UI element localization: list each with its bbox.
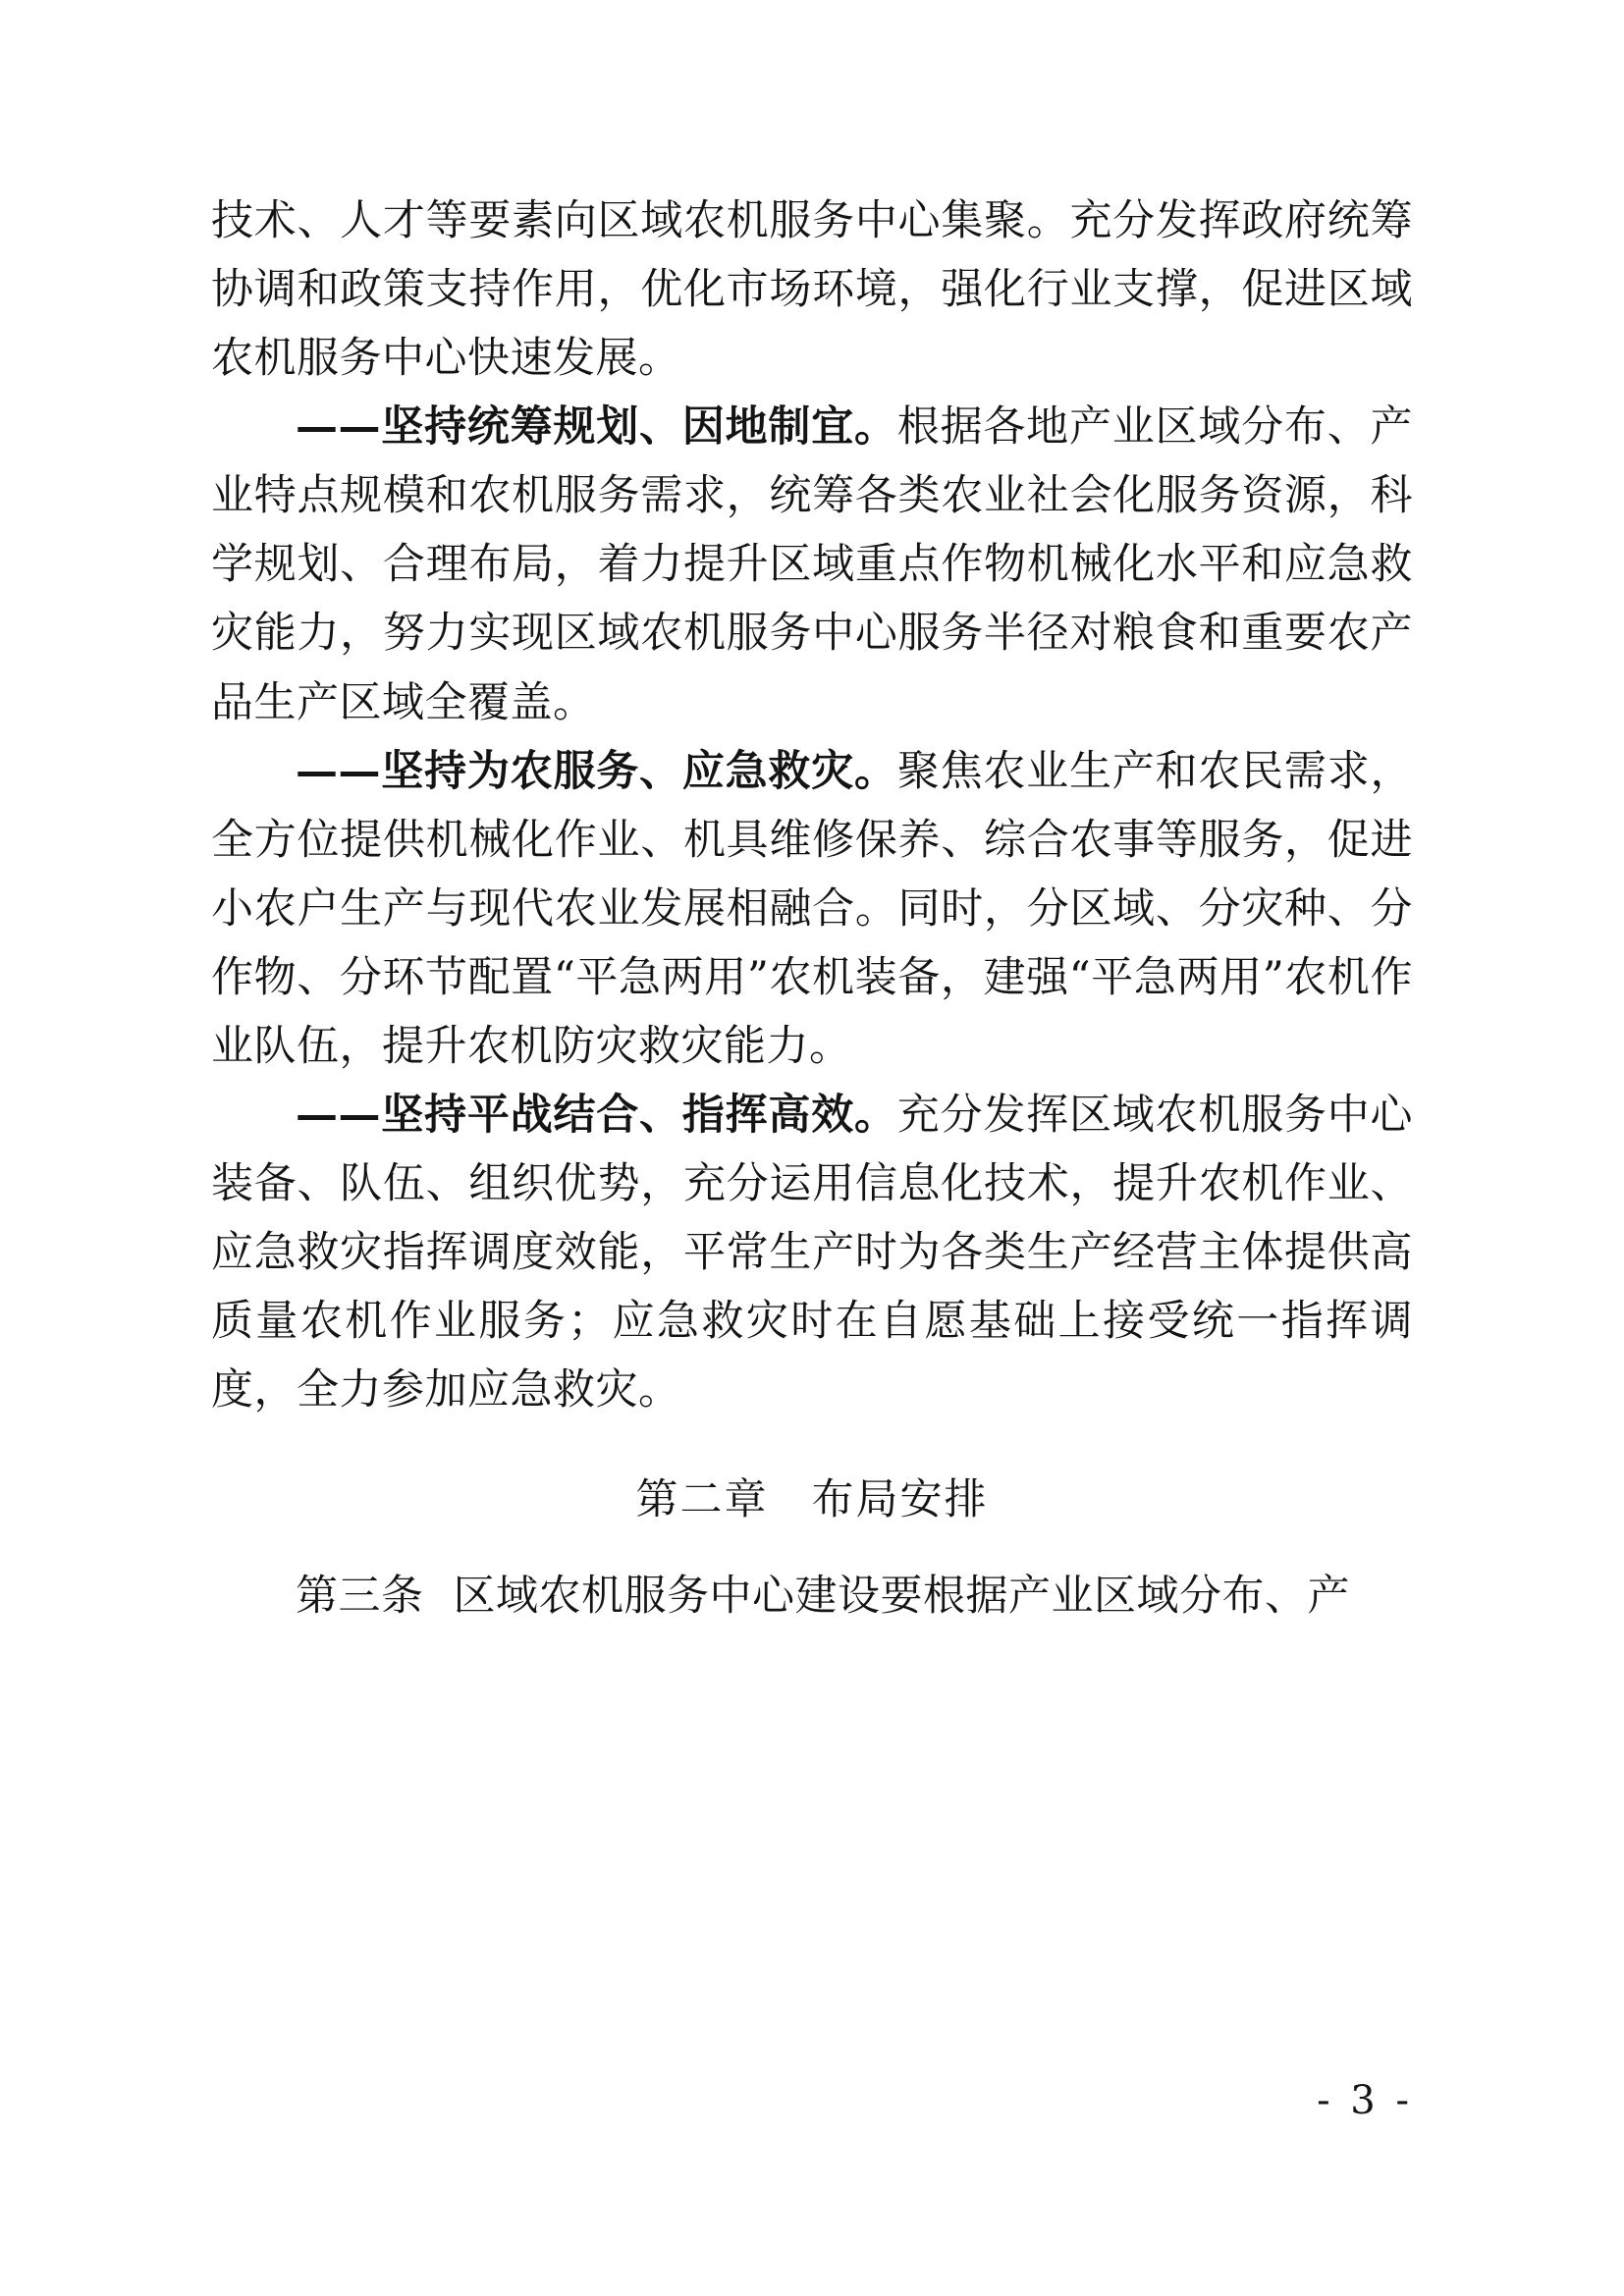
page-number: - 3 - (1317, 2078, 1413, 2123)
chapter-title: 布局安排 (811, 1475, 989, 1525)
principle-2-text: 聚焦农业生产和农民需求，全方位提供机械化作业、机具维修保养、综合农事等服务，促进小农户生产与现代农业发展相融合。同时，分区域、分灾种、分作物、分环节配置“平急两用”农机装备，建强“平急两用”农机作业队伍，提升农机防灾救灾能力。 (211, 746, 1414, 1071)
paragraph-principle-3 (211, 1081, 1413, 1424)
paragraph-continued (211, 187, 1413, 393)
paragraph-text: 技术、人才等要素向区域农机服务中心集聚。充分发挥政府统筹协调和政策支持作用，优化市场环境，强化行业支撑，促进区域农机服务中心快速发展。 (211, 196, 1413, 384)
chapter-number: 第二章 (635, 1475, 769, 1525)
paragraph-article-three (211, 1562, 1413, 1630)
article-label: 第三条 (296, 1572, 424, 1622)
principle-3-lead: ——坚持平战结合、指挥高效。 (296, 1091, 897, 1141)
principle-2-lead: ——坚持为农服务、应急救灾。 (296, 746, 897, 796)
principle-1-text: 根据各地产业区域分布、产业特点规模和农机服务需求，统筹各类农业社会化服务资源，科学规划、合理布局，着力提升区域重点作物机械化水平和应急救灾能力，努力实现区域农机服务中心服务半径对粮食和重要农产品生产区域全覆盖。 (211, 402, 1414, 727)
principle-1-lead: ——坚持统筹规划、因地制宜。 (296, 402, 897, 453)
paragraph-principle-2 (211, 737, 1413, 1081)
chapter-heading (211, 1466, 1413, 1534)
paragraph-principle-1 (211, 393, 1413, 736)
principle-3-text: 充分发挥区域农机服务中心装备、队伍、组织优势，充分运用信息化技术，提升农机作业、应急救灾指挥调度效能，平常生产时为各类生产经营主体提供高质量农机作业服务；应急救灾时在自愿基础上接受统一指挥调度，全力参加应急救灾。 (211, 1091, 1414, 1415)
article-text: 区域农机服务中心建设要根据产业区域分布、产 (453, 1572, 1350, 1622)
